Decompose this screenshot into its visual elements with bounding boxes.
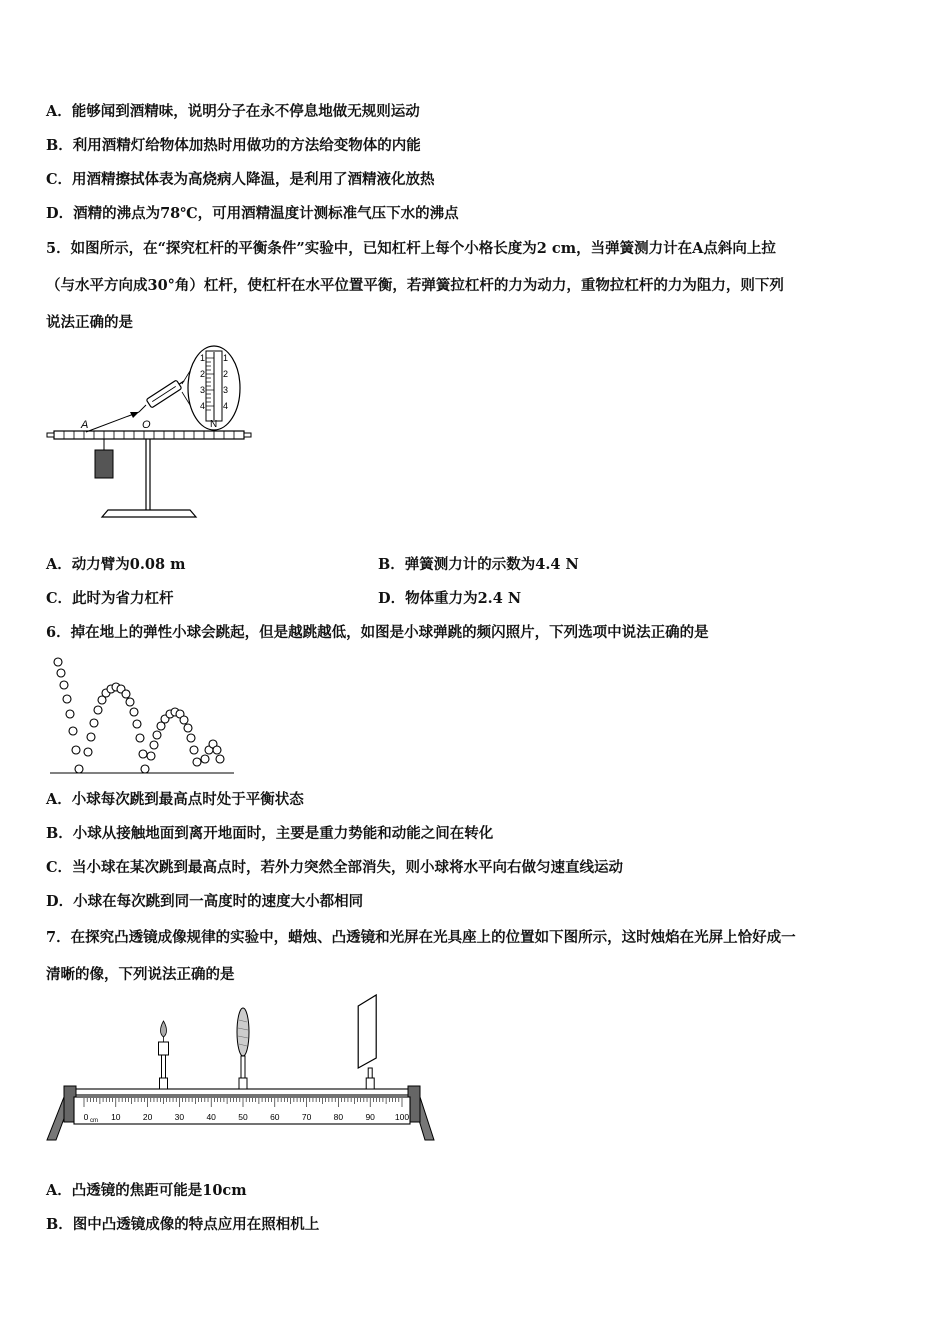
tick-label-40: 40 (206, 1112, 216, 1122)
scale-right-2: 2 (223, 369, 229, 379)
q4-option-a: A．能够闻到酒精味，说明分子在永不停息地做无规则运动 (46, 103, 420, 120)
q6-option-d: D．小球在每次跳到同一高度时的速度大小都相同 (46, 893, 364, 910)
q5-stem-line-2: （与水平方向成30°角）杠杆，使杠杆在水平位置平衡，若弹簧拉杠杆的力为动力，重物拉杠杆的力为阻力，则下列 (46, 277, 784, 294)
q6-option-c: C．当小球在某次跳到最高点时，若外力突然全部消失，则小球将水平向右做匀速直线运动 (46, 859, 624, 876)
tick-label-60: 60 (270, 1112, 280, 1122)
q5-option-c: C．此时为省力杠杆 (46, 590, 174, 607)
tick-label-100: 100 (394, 1112, 410, 1122)
q7-option-b: B．图中凸透镜成像的特点应用在照相机上 (46, 1216, 320, 1233)
q4-option-d: D．酒精的沸点为78℃，可用酒精温度计测标准气压下水的沸点 (46, 205, 459, 222)
q7-stem-line-1: 7．在探究凸透镜成像规律的实验中，蜡烛、凸透镜和光屏在光具座上的位置如下图所示，这时烛焰在光屏上恰好成一 (46, 929, 796, 946)
q4-option-c: C．用酒精擦拭体表为高烧病人降温，是利用了酒精液化放热 (46, 171, 435, 188)
q4-option-b: B．利用酒精灯给物体加热时用做功的方法给变物体的内能 (46, 137, 421, 154)
scale-right-1: 1 (223, 353, 229, 363)
q7-stem-line-2: 清晰的像，下列说法正确的是 (46, 966, 235, 983)
tick-label-80: 80 (333, 1112, 344, 1122)
light-screen (358, 995, 376, 1089)
tick-label-0: 0 (83, 1112, 89, 1122)
q5-option-a: A．动力臂为0.08 m (46, 556, 186, 573)
bouncing-ball-figure (48, 654, 238, 778)
q6-option-a: A．小球每次跳到最高点时处于平衡状态 (46, 791, 304, 808)
scale-unit-label: N (210, 419, 218, 430)
tick-label-50: 50 (238, 1112, 248, 1122)
scale-left-2: 2 (200, 369, 206, 379)
q5-stem-line-3: 说法正确的是 (46, 314, 133, 331)
lever-figure (44, 342, 254, 524)
scale-right-4: 4 (223, 401, 229, 411)
scale-left-4: 4 (200, 401, 206, 411)
q5-stem-line-1: 5．如图所示，在“探究杠杆的平衡条件”实验中，已知杠杆上每个小格长度为2 cm，当弹簧测力计在A点斜向上拉 (46, 240, 776, 257)
tick-label-30: 30 (174, 1112, 185, 1122)
tick-label-90: 90 (365, 1112, 375, 1122)
scale-left-3: 3 (200, 385, 206, 395)
optical-bench-figure (44, 992, 440, 1148)
candle (159, 1021, 169, 1089)
scale-right-3: 3 (223, 385, 229, 395)
q5-option-b: B．弹簧测力计的示数为4.4 N (378, 556, 579, 573)
tick-label-10: 10 (111, 1112, 121, 1122)
point-a-label: A (81, 419, 89, 431)
pivot-o-label: O (142, 419, 151, 431)
convex-lens (237, 1008, 249, 1089)
tick-label-70: 70 (301, 1112, 312, 1122)
q7-option-a: A．凸透镜的焦距可能是10cm (46, 1182, 247, 1199)
q6-stem: 6．掉在地上的弹性小球会跳起，但是越跳越低，如图是小球弹跳的频闪照片，下列选项中说法正确的是 (46, 624, 709, 641)
tick-label-20: 20 (142, 1112, 153, 1122)
q5-option-d: D．物体重力为2.4 N (378, 590, 522, 607)
q6-option-b: B．小球从接触地面到离开地面时，主要是重力势能和动能之间在转化 (46, 825, 494, 842)
bench-unit-label: cm (90, 1118, 98, 1124)
scale-left-1: 1 (200, 353, 206, 363)
